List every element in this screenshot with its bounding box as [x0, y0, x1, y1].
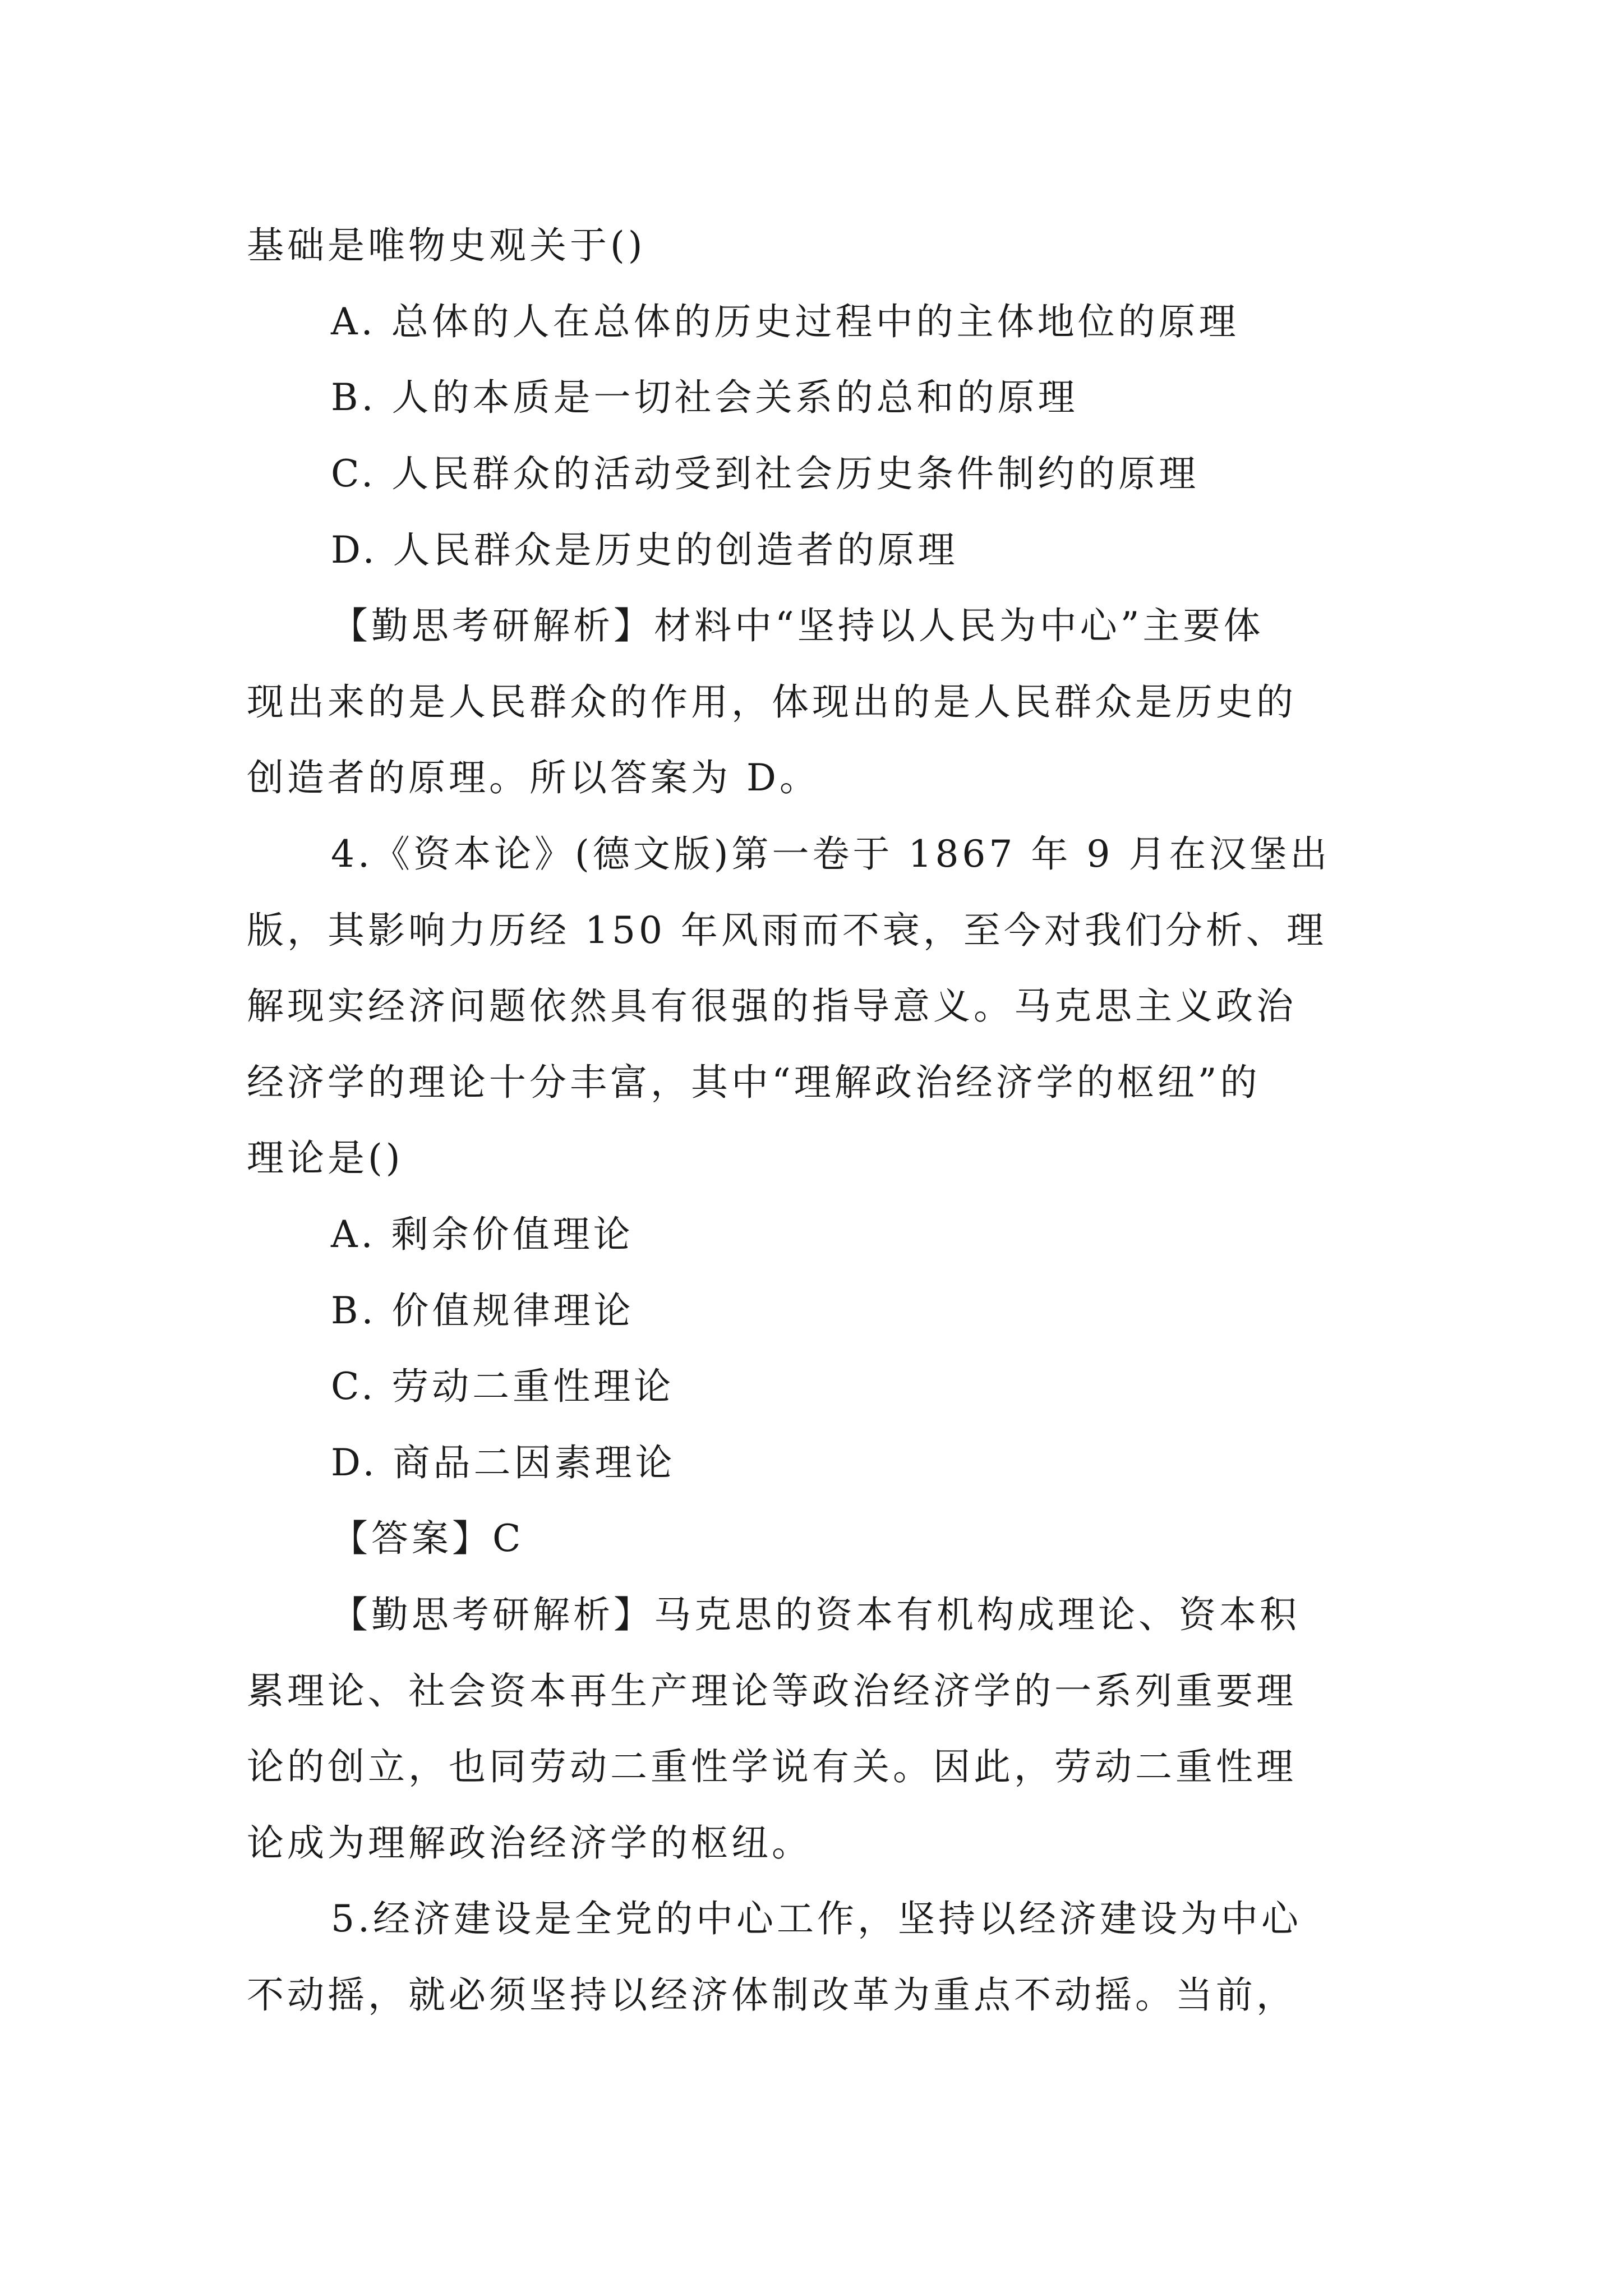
q4-answer: 【答案】C	[331, 1517, 524, 1560]
q4-stem-line-3: 解现实经济问题依然具有很强的指导意义。马克思主义政治	[247, 984, 1297, 1028]
q4-stem-line-2: 版，其影响力历经 150 年风雨而不衰，至今对我们分析、理	[247, 909, 1327, 952]
q3-stem-tail: 基础是唯物史观关于()	[247, 224, 646, 267]
q3-analysis-line-1: 【勤思考研解析】材料中“坚持以人民为中心”主要体	[331, 604, 1264, 647]
q4-stem-line-1: 4.《资本论》(德文版)第一卷于 1867 年 9 月在汉堡出	[331, 832, 1331, 876]
q3-option-c: C. 人民群众的活动受到社会历史条件制约的原理	[331, 452, 1200, 495]
q5-stem-line-2: 不动摇，就必须坚持以经济体制改革为重点不动摇。当前，	[247, 1973, 1297, 2017]
q3-option-b: B. 人的本质是一切社会关系的总和的原理	[331, 376, 1078, 419]
q3-option-a: A. 总体的人在总体的历史过程中的主体地位的原理	[331, 300, 1239, 343]
q4-analysis-line-1: 【勤思考研解析】马克思的资本有机构成理论、资本积	[331, 1593, 1300, 1636]
q4-option-b: B. 价值规律理论	[331, 1289, 634, 1332]
q4-option-d: D. 商品二因素理论	[331, 1441, 676, 1484]
q4-option-c: C. 劳动二重性理论	[331, 1365, 675, 1408]
q4-option-a: A. 剩余价值理论	[331, 1213, 634, 1256]
q5-stem-line-1: 5.经济建设是全党的中心工作，坚持以经济建设为中心	[331, 1897, 1302, 1940]
q4-stem-line-5: 理论是()	[247, 1137, 404, 1180]
q3-analysis-line-2: 现出来的是人民群众的作用，体现出的是人民群众是历史的	[247, 680, 1297, 724]
q4-analysis-line-4: 论成为理解政治经济学的枢纽。	[247, 1821, 812, 1865]
q3-option-d: D. 人民群众是历史的创造者的原理	[331, 528, 958, 572]
q4-analysis-line-3: 论的创立，也同劳动二重性学说有关。因此，劳动二重性理	[247, 1745, 1297, 1788]
q4-analysis-line-2: 累理论、社会资本再生产理论等政治经济学的一系列重要理	[247, 1669, 1297, 1713]
q4-stem-line-4: 经济学的理论十分丰富，其中“理解政治经济学的枢纽”的	[247, 1061, 1261, 1104]
q3-analysis-line-3: 创造者的原理。所以答案为 D。	[247, 756, 820, 799]
